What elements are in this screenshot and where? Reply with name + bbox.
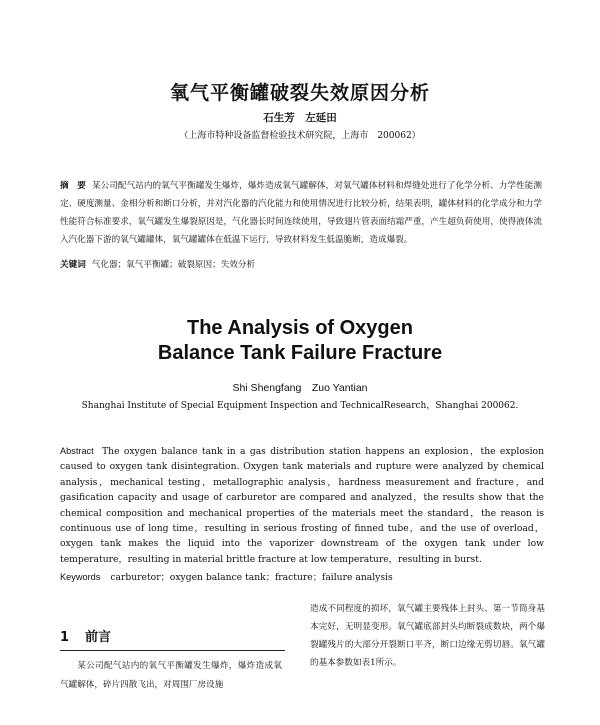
keywords-chinese-text: 气化器；氧气平衡罐；破裂原因；失效分析 (91, 260, 256, 270)
section-title: 前言 (85, 630, 112, 645)
affiliation-chinese: （上海市特种设备监督检验技术研究院，上海市 200062） (179, 131, 421, 141)
keywords-chinese-label: 关键词 (60, 260, 86, 270)
abstract-chinese-text: 某公司配气站内的氧气平衡罐发生爆炸，爆炸造成氧气罐解体，对氧气罐体材料和焊缝处进行了化学分析、力学性能测定、硬度测量、金相分析和断口分析，并对汽化器的汽化能力和使用情况进行比较分析，结果表明，罐体材料的化学成分和力学性能符合标准要求，氧气罐发生爆裂原因是，气化器长时间连续使用，导致翅片管表面结霜严重，产生超负荷使用，使得液体流入汽化器下游的氧气罐罐体，氧气罐罐体在低温下运行，导致材料发生低温脆断，造成爆裂。 (60, 181, 542, 245)
abstract-english (60, 444, 544, 567)
keywords-chinese (60, 258, 542, 270)
body-text-right-column: 造成不同程度的损坏，氧气罐主要残体上封头、第一节筒身基本完好，无明显变形。氧气罐底部封头均断裂成数块，两个爆裂罐残片的大部分开裂断口平齐，断口边缘无剪切唇。氧气罐的基本参数如表1所示。 (310, 604, 545, 668)
keywords-english (60, 569, 544, 583)
section-heading (60, 626, 111, 645)
title-english-line-2: Balance Tank Failure Fracture (157, 342, 443, 364)
keywords-english-label: Keywords (60, 572, 101, 582)
title-english-line-1: The Analysis of Oxygen (187, 317, 413, 339)
abstract-english-label: Abstract (60, 446, 94, 456)
body-text-left-column: 某公司配气站内的氧气平衡罐发生爆炸，爆炸造成氧气罐解体，碎片四散飞出，对周围厂房设施 (60, 661, 282, 690)
section-divider (60, 650, 285, 651)
abstract-english-text: The oxygen balance tank in a gas distribution station happens an explosion，the explosion caused to oxygen tank disintegration. Oxygen tank materials and rupture were analyzed by chemical analysis，mechanical testing，metallographic analysis，hardness measurement and fracture，and gasification capacity and usage of carburetor are compared and analyzed，the results show that the chemical composition and mechanical properties of the materials meet the standard，the reason is continuous use of long time，resulting in serious frosting of finned tube，and the use of overload，oxygen tank makes the liquid into the vaporizer downstream of the oxygen tank under low temperature，resulting in material brittle fracture at low temperature，resulting in burst. (60, 446, 544, 565)
authors-english: Shi Shengfang Zuo Yantian (232, 382, 368, 394)
abstract-chinese (60, 177, 542, 249)
abstract-chinese-label: 摘 要 (60, 181, 86, 191)
paper-title-english (0, 316, 600, 366)
affiliation-english: Shanghai Institute of Special Equipment Inspection and TechnicalResearch，Shanghai 200062. (81, 401, 519, 411)
section-number: 1 (60, 630, 70, 645)
authors-chinese: 石生芳 左延田 (263, 112, 337, 124)
keywords-english-text: carburetor；oxygen balance tank；fracture；failure analysis (110, 572, 393, 583)
paper-title-chinese: 氧气平衡罐破裂失效原因分析 (169, 82, 430, 104)
